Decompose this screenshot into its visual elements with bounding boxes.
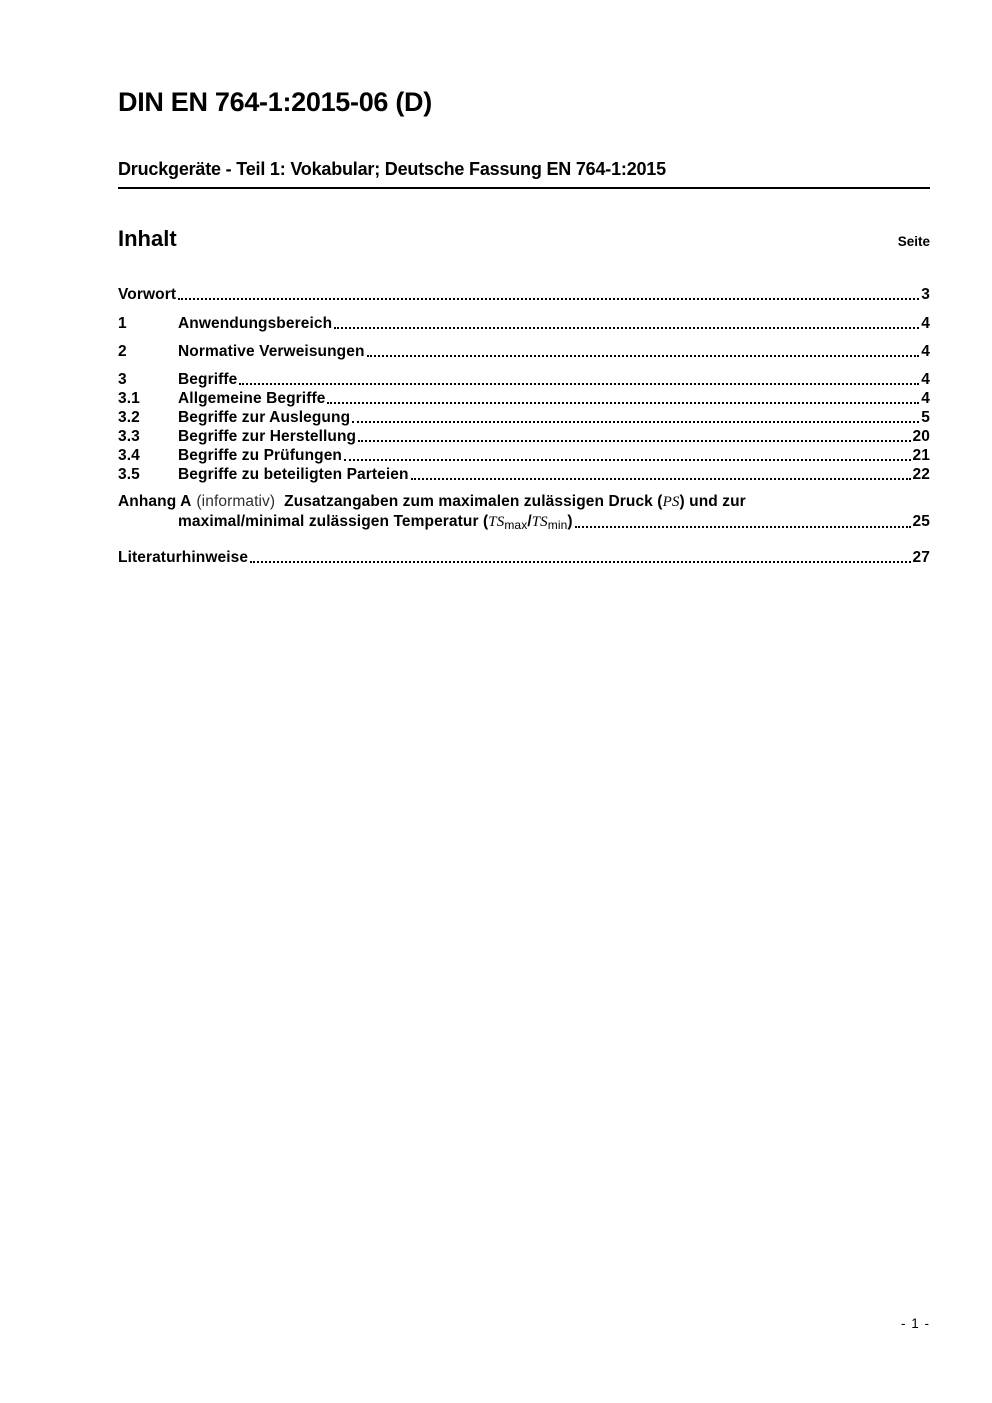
toc-entry-page: 27 bbox=[912, 549, 930, 567]
toc-entry-page: 25 bbox=[912, 513, 930, 531]
annex-line2-part2: ) bbox=[567, 513, 573, 531]
toc-entry-number: 3 bbox=[118, 371, 127, 389]
toc-entry-label: Begriffe zur Herstellung bbox=[178, 428, 357, 446]
toc-leader-dots bbox=[239, 383, 919, 385]
toc-entry-2 bbox=[118, 342, 930, 361]
toc-leader-dots bbox=[334, 327, 919, 329]
toc-leader-dots bbox=[352, 421, 919, 423]
toc-leader-dots bbox=[575, 526, 911, 528]
toc-entry-page: 21 bbox=[912, 447, 930, 465]
toc-entry-page: 3 bbox=[921, 286, 930, 304]
annex-line2-text bbox=[178, 512, 573, 532]
toc-entry-label: Begriffe zu Prüfungen bbox=[178, 447, 342, 465]
subscript-min: min bbox=[547, 518, 568, 533]
toc-entry-label: Literaturhinweise bbox=[118, 549, 249, 567]
annex-label: Anhang A bbox=[118, 493, 192, 511]
toc-entry-label: Allgemeine Begriffe bbox=[178, 390, 326, 408]
toc-heading: Inhalt bbox=[118, 226, 177, 252]
toc-entry-label: Normative Verweisungen bbox=[178, 343, 365, 361]
toc-leader-dots bbox=[367, 355, 920, 357]
toc-entry-page: 4 bbox=[921, 390, 930, 408]
toc-entry-3-5 bbox=[118, 465, 930, 484]
toc-leader-dots bbox=[411, 478, 911, 480]
footer-page-number: - 1 - bbox=[900, 1316, 930, 1331]
page-content bbox=[118, 0, 930, 567]
toc-leader-dots bbox=[358, 440, 910, 442]
toc-header bbox=[118, 226, 930, 252]
annex-line2-part1: maximal/minimal zulässigen Temperatur ( bbox=[178, 513, 489, 531]
annex-title-part1: Zusatzangaben zum maximalen zulässigen Druck ( bbox=[284, 493, 663, 511]
toc-entry-label: Vorwort bbox=[118, 286, 177, 304]
toc-entry-page: 4 bbox=[921, 315, 930, 333]
document-subtitle: Druckgeräte - Teil 1: Vokabular; Deutsche Fassung EN 764-1:2015 bbox=[118, 159, 930, 189]
toc-entry-3 bbox=[118, 370, 930, 389]
toc-entry-page: 5 bbox=[921, 409, 930, 427]
toc-entry-page: 4 bbox=[921, 371, 930, 389]
toc-leader-dots bbox=[344, 459, 911, 461]
toc-leader-dots bbox=[178, 298, 919, 300]
toc-entry-number: 3.1 bbox=[118, 390, 140, 408]
symbol-ts-max: TS bbox=[488, 514, 505, 531]
annex-qualifier: (informativ) bbox=[196, 493, 276, 511]
annex-separator: / bbox=[527, 513, 532, 531]
toc-page-column-label: Seite bbox=[897, 234, 930, 250]
toc-entry-number: 3.5 bbox=[118, 466, 140, 484]
annex-title-part2: ) und zur bbox=[679, 493, 746, 511]
toc-entry-number: 3.4 bbox=[118, 447, 140, 465]
toc-entry-number: 2 bbox=[118, 343, 127, 361]
toc-entry-3-3 bbox=[118, 427, 930, 446]
toc-entry-page: 4 bbox=[921, 343, 930, 361]
subscript-max: max bbox=[504, 518, 528, 533]
toc-entry-3-2 bbox=[118, 408, 930, 427]
document-title: DIN EN 764-1:2015-06 (D) bbox=[118, 87, 432, 117]
symbol-ps: PS bbox=[662, 494, 680, 511]
annex-line-1 bbox=[118, 492, 930, 512]
toc-entry-number: 3.3 bbox=[118, 428, 140, 446]
toc-list bbox=[118, 285, 930, 567]
symbol-ts-min: TS bbox=[531, 514, 548, 531]
toc-entry-literaturhinweise bbox=[118, 548, 930, 567]
toc-entry-page: 20 bbox=[912, 428, 930, 446]
toc-entry-label: Begriffe zur Auslegung bbox=[178, 409, 351, 427]
toc-entry-vorwort bbox=[118, 285, 930, 304]
toc-entry-1 bbox=[118, 314, 930, 333]
toc-entry-page: 22 bbox=[912, 466, 930, 484]
annex-line-2 bbox=[118, 512, 930, 532]
toc-entry-3-1 bbox=[118, 389, 930, 408]
toc-leader-dots bbox=[250, 561, 911, 563]
toc-entry-label: Begriffe bbox=[178, 371, 238, 389]
toc-entry-label: Begriffe zu beteiligten Parteien bbox=[178, 466, 409, 484]
toc-entry-label: Anwendungsbereich bbox=[178, 315, 333, 333]
toc-entry-number: 3.2 bbox=[118, 409, 140, 427]
toc-entry-annex-a bbox=[118, 492, 930, 532]
toc-entry-3-4 bbox=[118, 446, 930, 465]
toc-leader-dots bbox=[327, 402, 919, 404]
toc-entry-number: 1 bbox=[118, 315, 127, 333]
